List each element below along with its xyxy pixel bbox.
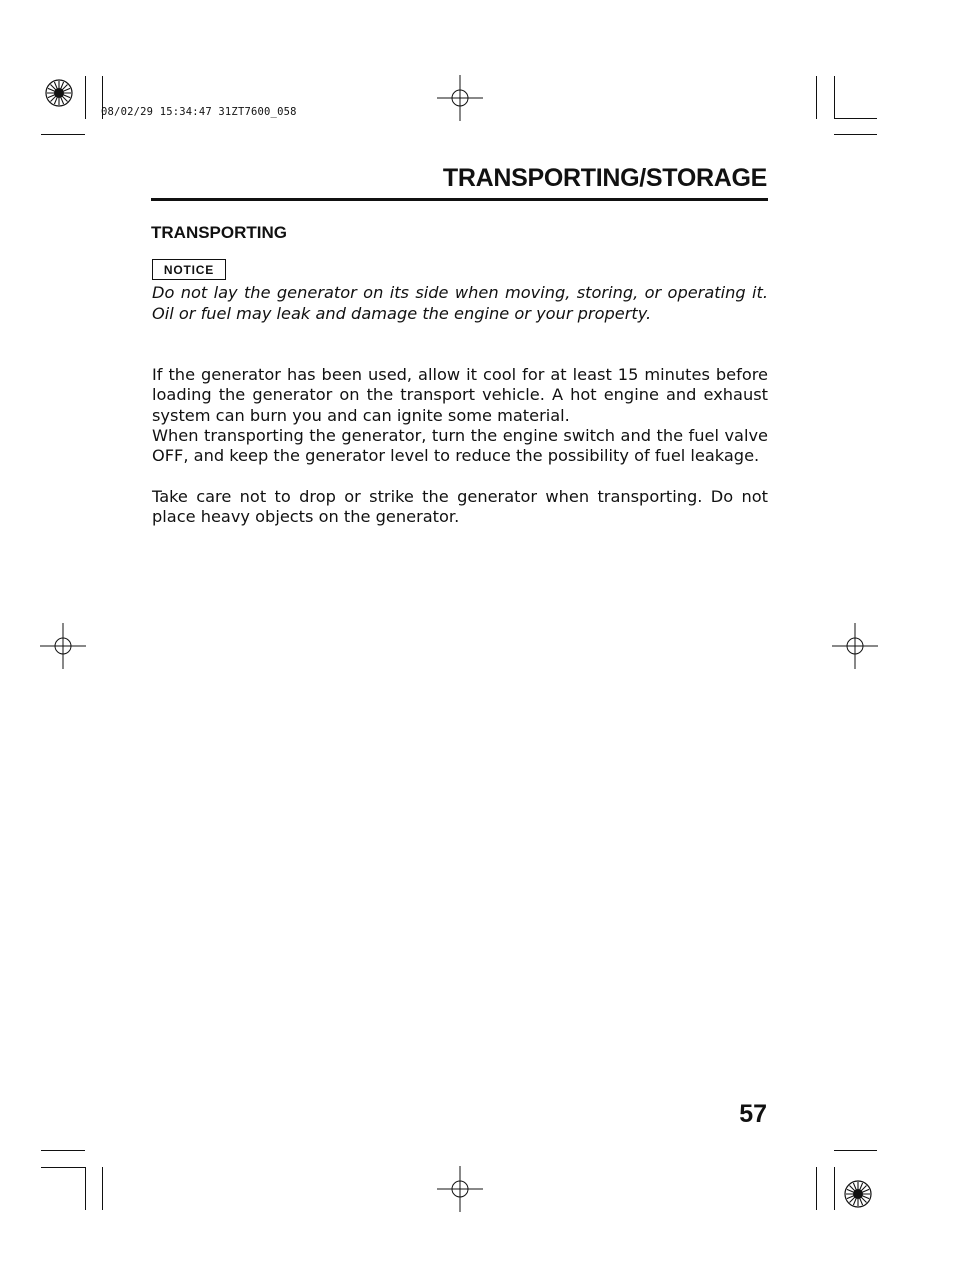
- title-rule: [151, 198, 768, 201]
- registration-crosshair-icon: [437, 1166, 483, 1212]
- notice-text: Do not lay the generator on its side when moving, storing, or operating it. Oil or fuel may leak and damage the engine or your property.: [152, 283, 768, 323]
- crop-mark: [816, 76, 817, 119]
- crop-mark: [41, 134, 85, 135]
- registration-crosshair-icon: [832, 623, 878, 669]
- crop-mark: [834, 76, 835, 119]
- crop-mark: [834, 1150, 877, 1151]
- crop-mark: [41, 1150, 85, 1151]
- crop-mark: [85, 1167, 86, 1210]
- body-paragraph: Take care not to drop or strike the generator when transporting. Do not place heavy objects on the generator.: [152, 487, 768, 527]
- print-timestamp: 08/02/29 15:34:47 31ZT7600_058: [101, 106, 297, 118]
- crop-mark: [834, 118, 877, 119]
- body-paragraph: If the generator has been used, allow it cool for at least 15 minutes before loading the generator on the transport vehicle. A hot engine and exhaust system can burn you and can ignite some material.: [152, 365, 768, 425]
- registration-crosshair-icon: [40, 623, 86, 669]
- registration-starburst-icon: [838, 1174, 878, 1214]
- crop-mark: [41, 1167, 85, 1168]
- registration-starburst-icon: [39, 73, 79, 113]
- notice-badge: NOTICE: [152, 259, 226, 280]
- page-number: 57: [739, 1100, 767, 1128]
- crop-mark: [102, 1167, 103, 1210]
- page-title: TRANSPORTING/STORAGE: [442, 164, 767, 192]
- registration-crosshair-icon: [437, 75, 483, 121]
- section-heading: TRANSPORTING: [151, 223, 287, 242]
- crop-mark: [834, 134, 877, 135]
- body-paragraph: When transporting the generator, turn the engine switch and the fuel valve OFF, and keep the generator level to reduce the possibility of fuel leakage.: [152, 426, 768, 466]
- crop-mark: [85, 76, 86, 119]
- crop-mark: [834, 1167, 835, 1210]
- crop-mark: [816, 1167, 817, 1210]
